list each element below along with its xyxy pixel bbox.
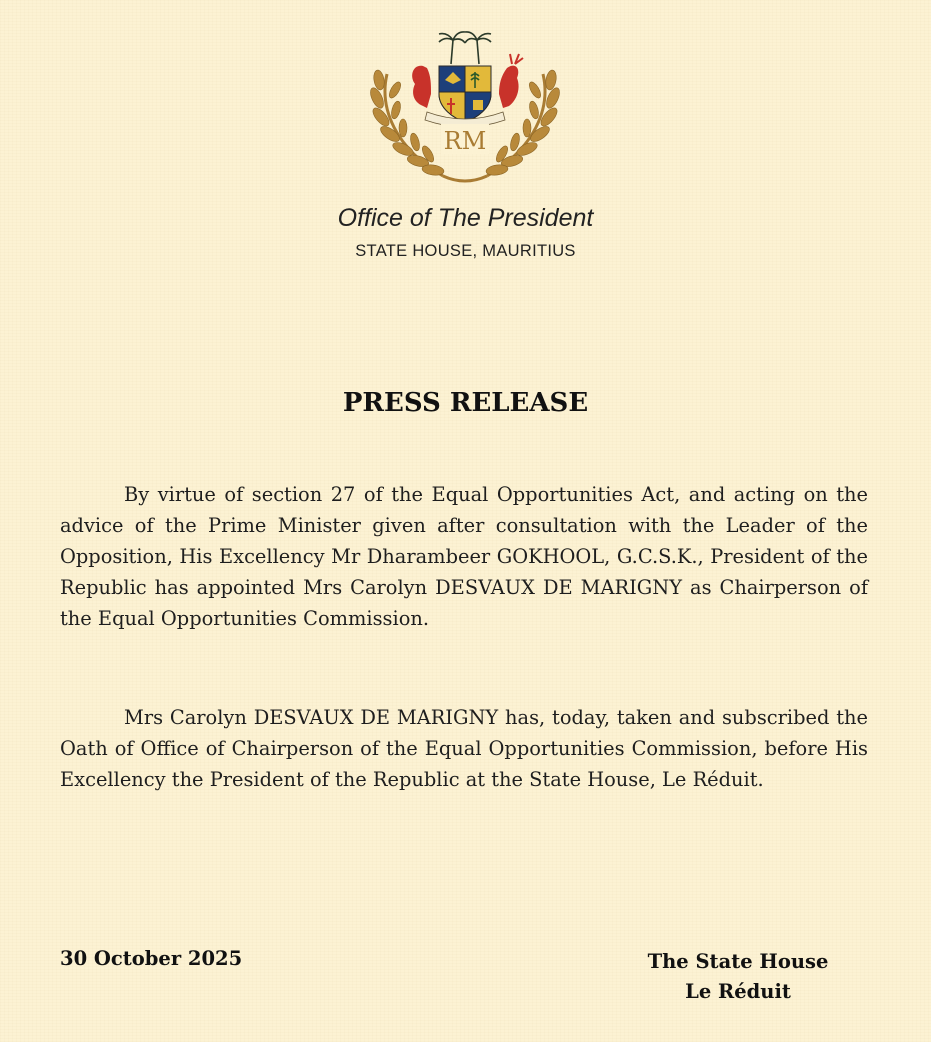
body-paragraph: Mrs Carolyn DESVAUX DE MARIGNY has, today, taken and subscribed the Oath of Office of Chairperson of the Equal Opportunities Commission, before His Excellency the President of the Republic at the State House, Le Réduit. [60, 706, 868, 791]
document-heading: PRESS RELEASE [342, 388, 589, 418]
release-date: 30 October 2025 [60, 947, 243, 970]
coat-of-arms-icon [365, 28, 565, 188]
office-title: Office of The President [337, 204, 594, 232]
body-paragraph: By virtue of section 27 of the Equal Opportunities Act, and acting on the advice of the Prime Minister given after consultation with the Leader of the Opposition, His Excellency Mr Dharambeer GOKHOOL, G.C.S.K., President of the Republic has appointed Mrs Carolyn DESVAUX DE MARIGNY as Chairperson of the Equal Opportunities Commission. [60, 483, 868, 630]
office-subtitle: STATE HOUSE, MAURITIUS [355, 242, 576, 260]
svg-text:RM: RM [443, 127, 487, 155]
place-line-1: The State House [647, 950, 829, 973]
issuing-place [612, 947, 864, 1007]
place-line-2: Le Réduit [685, 980, 791, 1003]
